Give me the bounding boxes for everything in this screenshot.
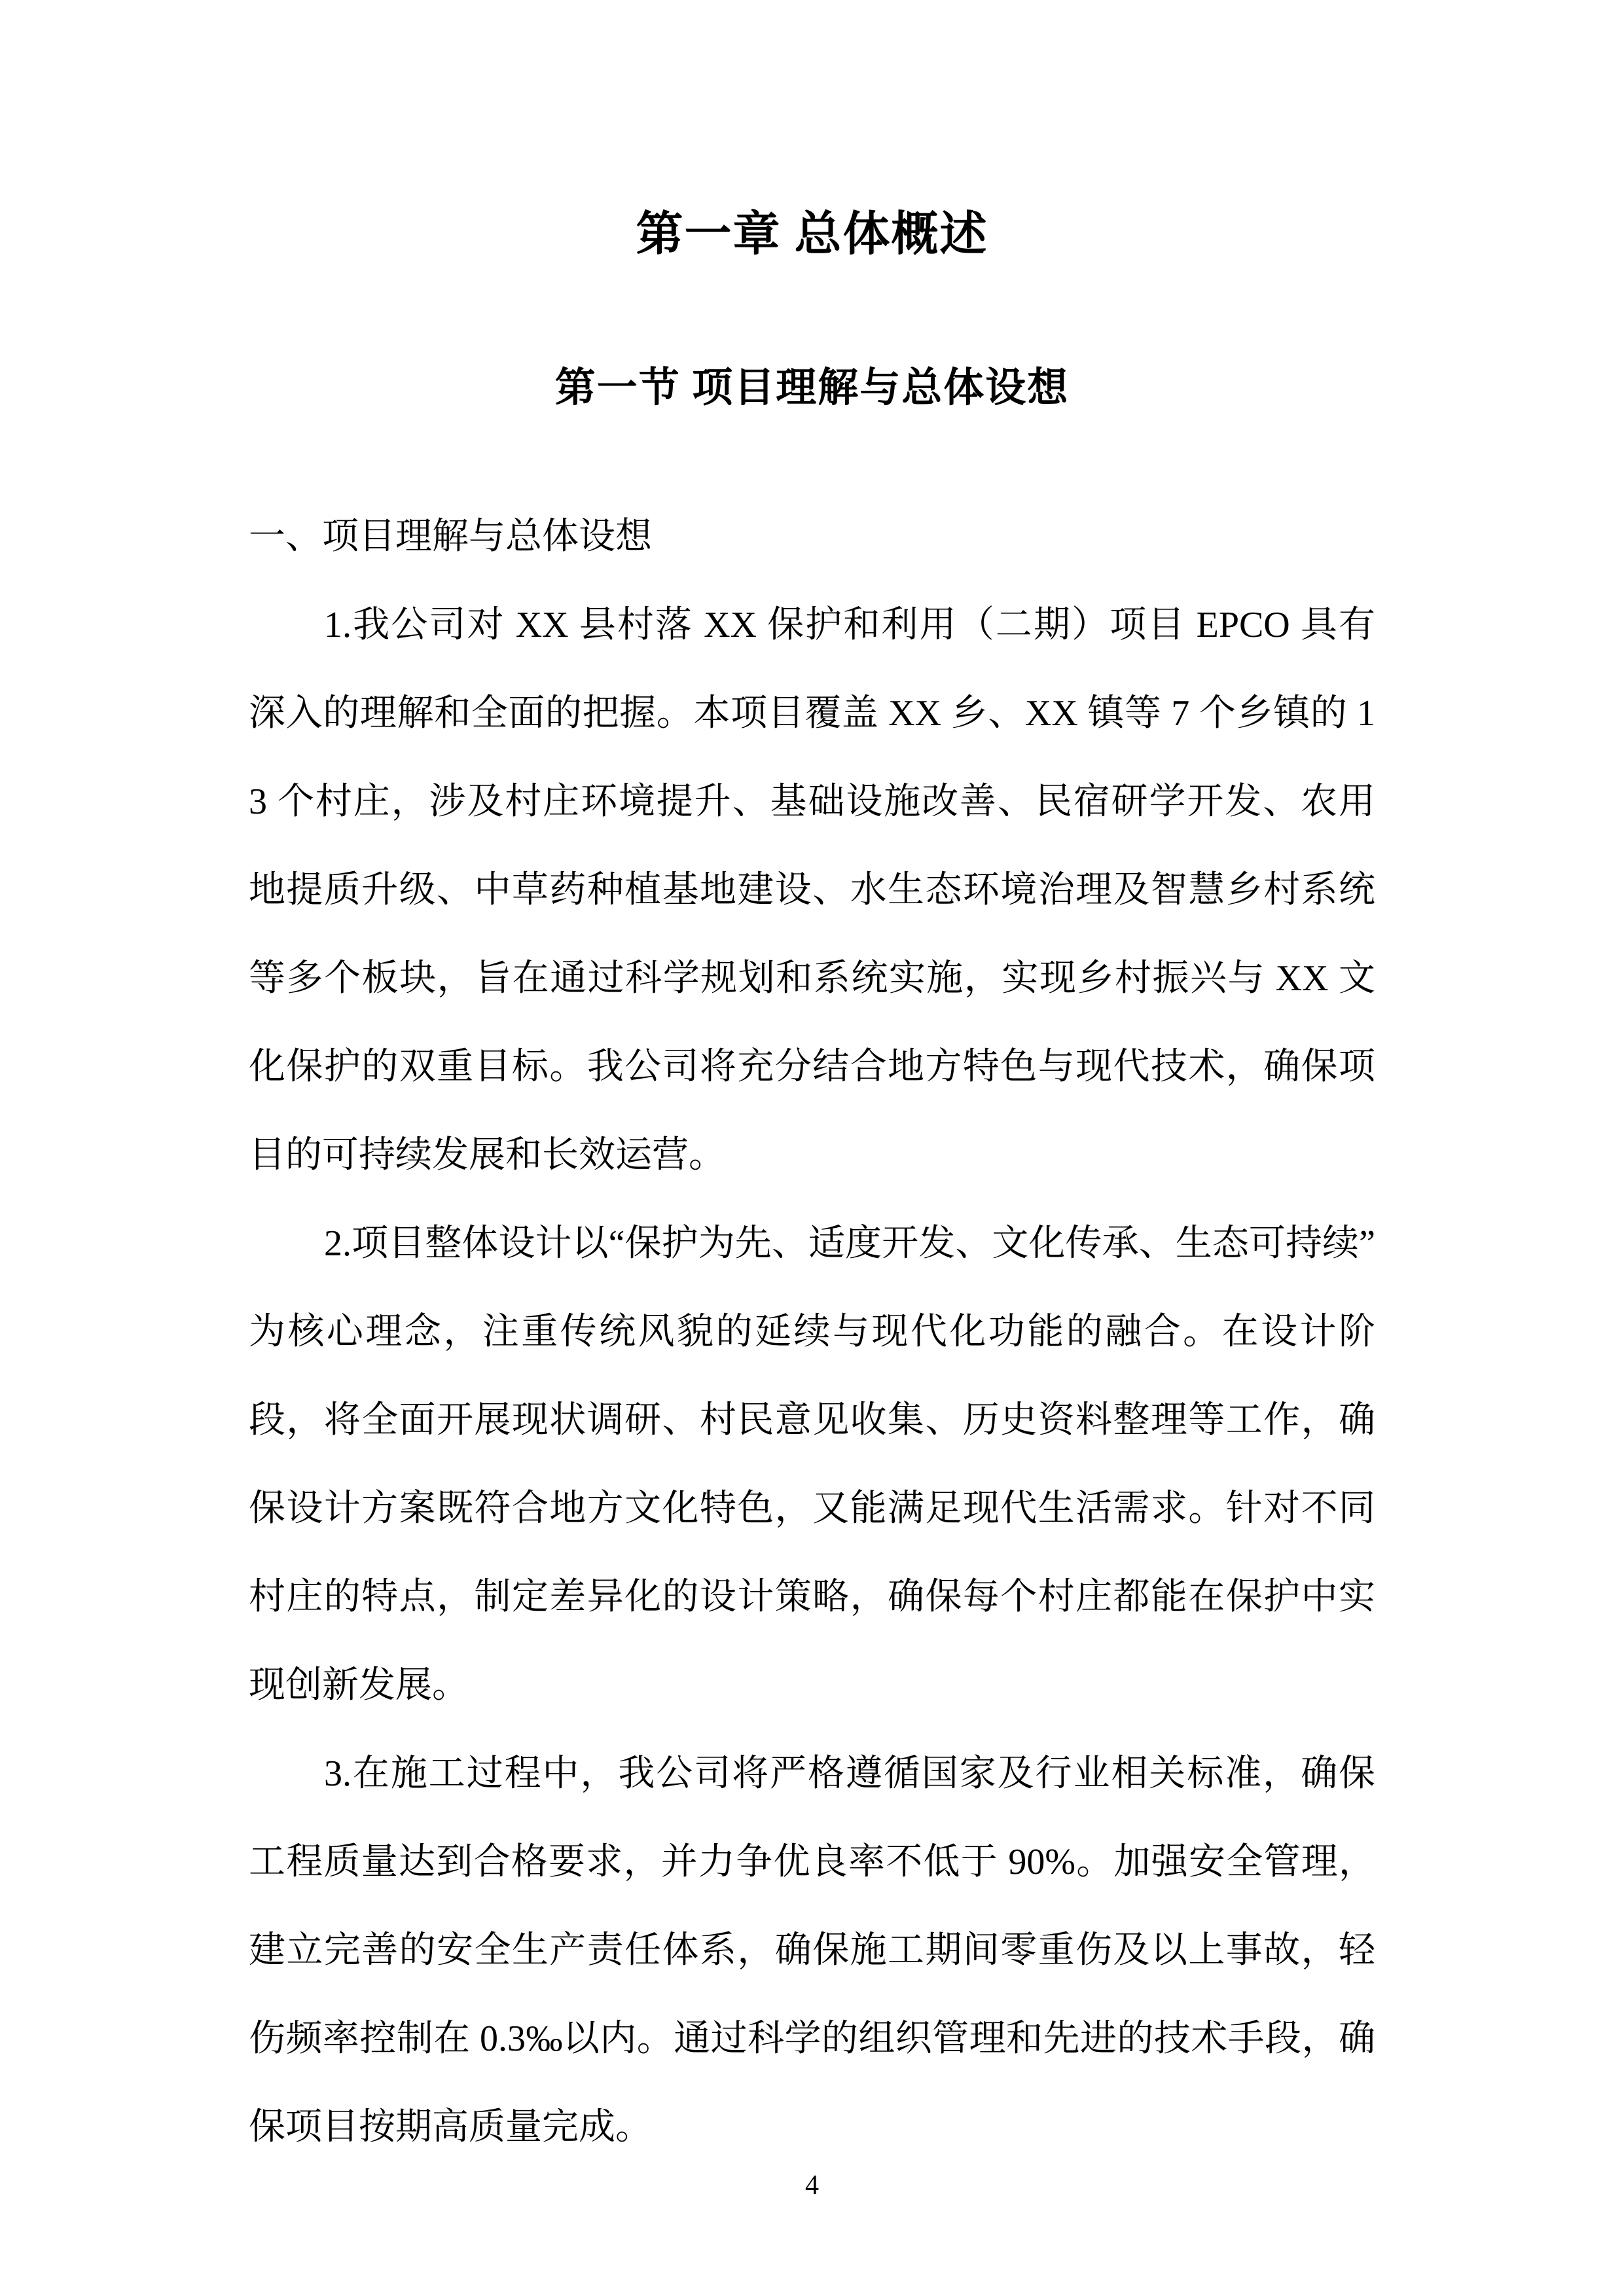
document-body: [249, 493, 1375, 2172]
section-title: 第一节 项目理解与总体设想: [554, 366, 1070, 410]
paragraph-2: 2.项目整体设计以“保护为先、适度开发、文化传承、生态可持续”为核心理念，注重传统风貌的延续与现代化功能的融合。在设计阶段，将全面开展现状调研、村民意见收集、历史资料整理等工作，确保设计方案既符合地方文化特色，又能满足现代生活需求。针对不同村庄的特点，制定差异化的设计策略，确保每个村庄都能在保护中实现创新发展。: [249, 1223, 1375, 1706]
page-number: 4: [805, 2170, 819, 2200]
paragraph-3: 3.在施工过程中，我公司将严格遵循国家及行业相关标准，确保工程质量达到合格要求，并力争优良率不低于 90%。加强安全管理，建立完善的安全生产责任体系，确保施工期间零重伤及以上事故，轻伤频率控制在 0.3‰以内。通过科学的组织管理和先进的技术手段，确保项目按期高质量完成。: [249, 1753, 1375, 2147]
body-heading: 一、项目理解与总体设想: [249, 516, 652, 557]
chapter-title: 第一章 总体概述: [636, 208, 988, 260]
paragraph-1: 1.我公司对 XX 县村落 XX 保护和利用（二期）项目 EPCO 具有深入的理解和全面的把握。本项目覆盖 XX 乡、XX 镇等 7 个乡镇的 13 个村庄，涉及村庄环境提升、基础设施改善、民宿研学开发、农用地提质升级、中草药种植基地建设、水生态环境治理及智慧乡村系统等多个板块，旨在通过科学规划和系统实施，实现乡村振兴与 XX 文化保护的双重目标。我公司将充分结合地方特色与现代技术，确保项目的可持续发展和长效运营。: [249, 605, 1375, 1175]
